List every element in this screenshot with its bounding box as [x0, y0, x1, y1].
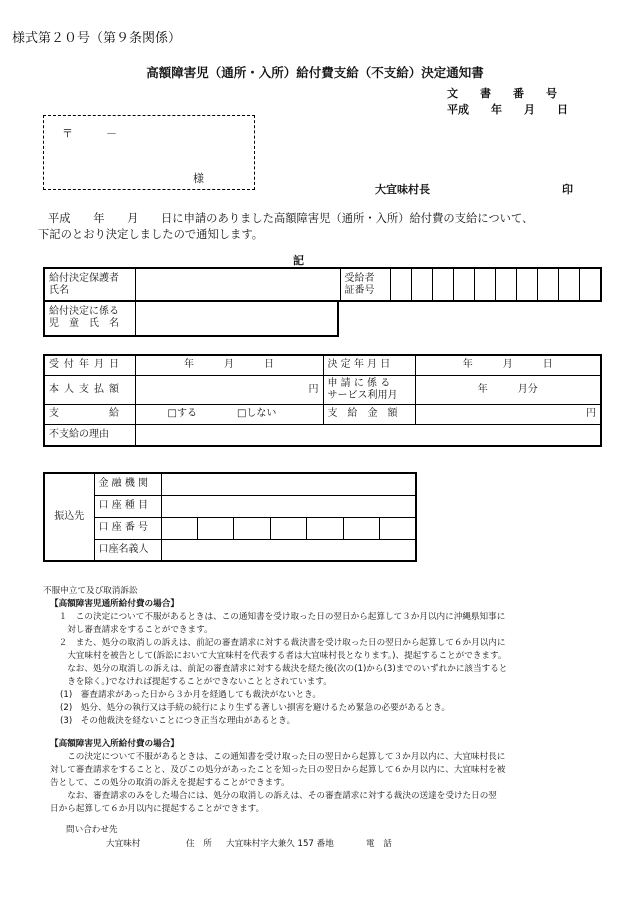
intro-line-1: 平成 年 月 日に申請のありました高額障害児（通所・入所）給付費の支給について、	[48, 212, 534, 225]
notes-section2-title: 【高額障害児入所給付費の場合】	[50, 739, 179, 749]
account-digit-cell[interactable]	[270, 517, 306, 539]
recipient-table	[43, 267, 602, 302]
cert-digit-cell[interactable]	[517, 268, 538, 301]
account-holder-label: 口座名義人	[94, 539, 161, 561]
issuer-name: 大宜味村長	[375, 183, 430, 196]
notes-heading: 不服申立て及び取消訴訟	[43, 586, 138, 596]
document-number-label: 文 書 番 号	[447, 87, 557, 100]
account-digit-cell[interactable]	[234, 517, 270, 539]
account-number-label: 口 座 番 号	[94, 517, 161, 539]
bank-table	[43, 472, 417, 562]
child-name-label: 給付決定に係る 児 童 氏 名	[44, 301, 135, 336]
address-box	[43, 115, 255, 190]
payment-options	[135, 404, 323, 424]
self-pay-label: 本人支払額	[44, 375, 135, 404]
account-type-field[interactable]	[161, 495, 416, 517]
form-number: 様式第２０号（第９条関係）	[12, 31, 182, 46]
bank-name-label: 金 融 機 関	[94, 473, 161, 495]
self-pay-field[interactable]: 円	[135, 375, 323, 404]
cert-digit-cell[interactable]	[411, 268, 432, 301]
cert-digit-cell[interactable]	[432, 268, 453, 301]
account-holder-field[interactable]	[161, 539, 416, 561]
payment-label: 支 給	[44, 404, 135, 424]
reason-field[interactable]	[135, 424, 601, 446]
contact-address-label: 住 所	[186, 839, 212, 849]
decision-date-field[interactable]: 年 月 日	[415, 355, 601, 375]
account-digit-cell[interactable]	[197, 517, 233, 539]
seal-mark: 印	[562, 183, 573, 196]
document-date-line: 平成 年 月 日	[447, 103, 568, 116]
child-table	[43, 300, 339, 337]
notes-section1: １ この決定について不服があるときは、この通知書を受け取った日の翌日から起算して３か月以内に沖縄県知事に 対し審査請求をすることができます。 ２ また、処分の取消しの訴えは、前記の審査請求に対する裁決書を受け取った日の翌日から起算して６か月以内に 大宜味村を被告として(訴訟において大宜味村を代表する者は大宜味村長となります。)、提起することができます。 なお、処分の取消しの訴えは、前記の審査請求に対する裁決を経た後(次の(1)から(3)までのいずれかに該当すると きを除く。)でなければ提起することができないこととされています。 (1) 審査請求があった日から３か月を経過しても裁決がないとき。 (2) 処分、処分の執行又は手続の続行により生ずる著しい損害を避けるため緊急の必要があるとき。 (3) その他裁決を経ないことにつき正当な理由があるとき。	[50, 612, 508, 726]
contact-office: 大宜味村	[106, 839, 141, 849]
cert-digit-cell[interactable]	[453, 268, 474, 301]
cert-digit-cell[interactable]	[559, 268, 580, 301]
account-digit-cell[interactable]	[161, 517, 197, 539]
guardian-label: 給付決定保護者 氏名	[44, 268, 135, 301]
postal-mark: 〒	[62, 127, 73, 140]
service-month-label: 申 請 に 係 る サービス利用月	[323, 375, 415, 404]
ki-heading: 記	[293, 254, 304, 267]
cert-digit-cell[interactable]	[390, 268, 411, 301]
account-digit-cell[interactable]	[307, 517, 343, 539]
honorific-sama: 様	[193, 172, 204, 185]
cert-number-label: 受給者 証番号	[340, 268, 390, 301]
cert-digit-cell[interactable]	[495, 268, 516, 301]
account-type-label: 口 座 種 目	[94, 495, 161, 517]
received-date-field[interactable]: 年 月 日	[135, 355, 323, 375]
cert-digit-cell[interactable]	[538, 268, 559, 301]
decision-date-label: 決 定 年 月 日	[323, 355, 415, 375]
bank-label: 振込先	[44, 473, 94, 561]
cert-digit-cell[interactable]	[474, 268, 495, 301]
account-digit-cell[interactable]	[343, 517, 379, 539]
amount-label: 支 給 金 額	[323, 404, 415, 424]
intro-line-2: 下記のとおり決定しましたので通知します。	[38, 228, 264, 241]
account-digit-cell[interactable]	[380, 517, 416, 539]
contact-heading: 問い合わせ先	[66, 825, 118, 835]
bank-name-field[interactable]	[161, 473, 416, 495]
received-date-label: 受付年月日	[44, 355, 135, 375]
contact-address: 大宜味村字大兼久 157 番地	[226, 839, 334, 849]
cert-digit-cell[interactable]	[580, 268, 601, 301]
pay-yes-checkbox[interactable]: □する	[167, 408, 197, 419]
notes-section1-title: 【高額障害児通所給付費の場合】	[50, 599, 179, 609]
decision-table	[43, 354, 602, 447]
contact-phone-label: 電 話	[366, 839, 392, 849]
pay-no-checkbox[interactable]: □しない	[236, 408, 277, 419]
reason-label: 不支給の理由	[44, 424, 135, 446]
page-title: 高額障害児（通所・入所）給付費支給（不支給）決定通知書	[146, 65, 484, 80]
child-name-field[interactable]	[135, 301, 338, 336]
notes-section2: この決定について不服があるときは、この通知書を受け取った日の翌日から起算して３か月以内に、大宜味村長に 対して審査請求をすることと、及びこの処分があったことを知った日の翌日から起算して６か月以内に、大宜味村を被 告として、この処分の取消の訴えを提起することができます。 なお、審査請求のみをした場合には、処分の取消しの訴えは、その審査請求に対する裁決の送達を受けた日の翌 日から起算して６か月以内に提起することができます。	[50, 752, 506, 814]
guardian-name-field[interactable]	[135, 268, 340, 301]
amount-field[interactable]: 円	[415, 404, 601, 424]
postal-dash: －	[106, 127, 117, 140]
service-month-field[interactable]: 年 月分	[415, 375, 601, 404]
